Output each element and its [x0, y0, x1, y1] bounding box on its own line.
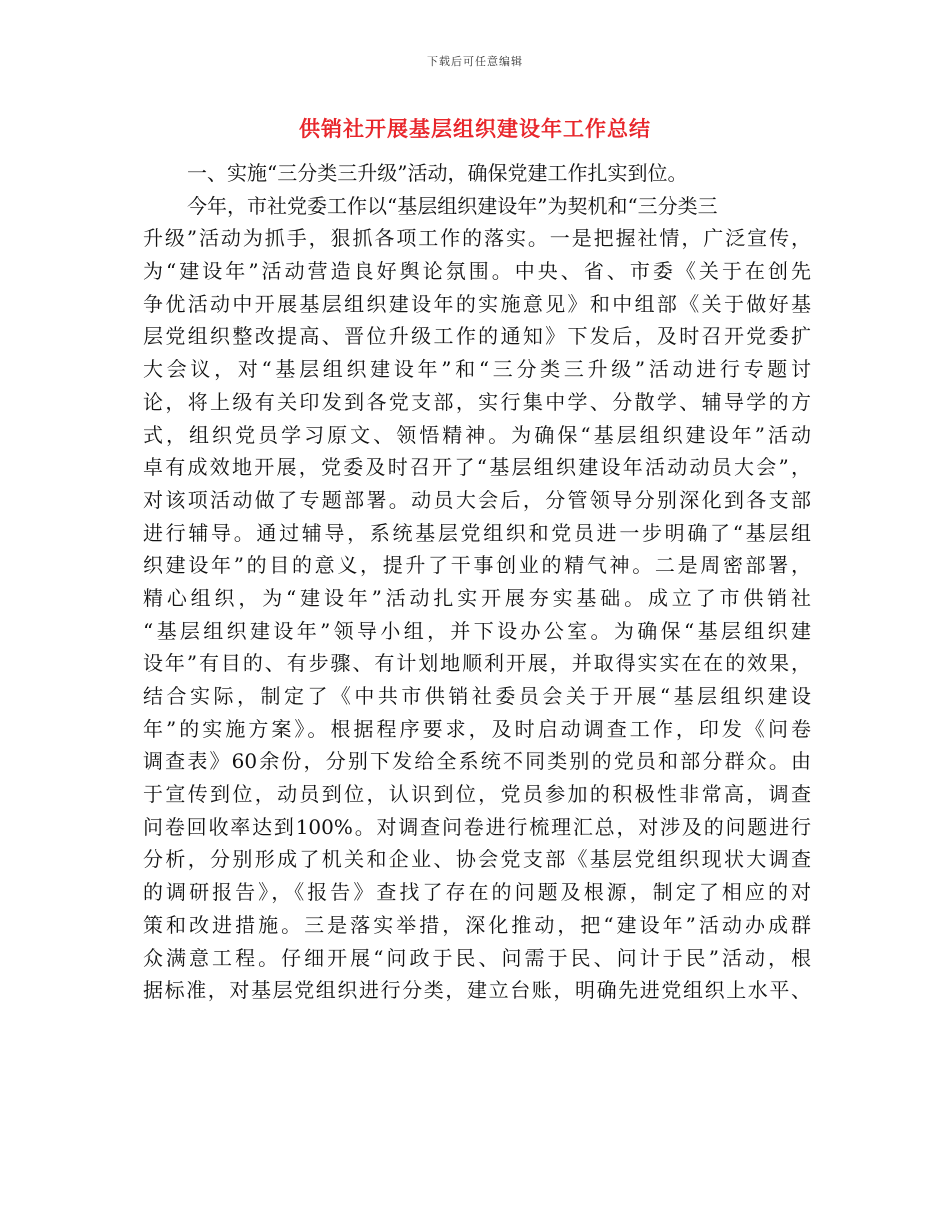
- body-line: 据标准，对基层党组织进行分类，建立台账，明确先进党组织上水平、: [143, 978, 811, 1003]
- body-line: 策和改进措施。三是落实举措，深化推动，把“建设年”活动办成群: [143, 912, 811, 937]
- body-line: 今年，市社党委工作以“基层组织建设年”为契机和“三分类三: [187, 193, 718, 218]
- body-line: 为“建设年”活动营造良好舆论氛围。中央、省、市委《关于在创先: [143, 259, 811, 284]
- body-line: 调查表》60余份，分别下发给全系统不同类别的党员和部分群众。由: [143, 749, 811, 774]
- body-line: 进行辅导。通过辅导，系统基层党组织和党员进一步明确了“基层组: [143, 520, 811, 545]
- body-line: 织建设年”的目的意义，提升了干事创业的精气神。二是周密部署，: [143, 553, 811, 578]
- body-line: 式，组织党员学习原文、领悟精神。为确保“基层组织建设年”活动: [143, 422, 811, 447]
- body-line: 层党组织整改提高、晋位升级工作的通知》下发后，及时召开党委扩: [143, 324, 811, 349]
- body-line: 的调研报告》，《报告》查找了存在的问题及根源，制定了相应的对: [143, 880, 811, 905]
- body-line: 精心组织，为“建设年”活动扎实开展夯实基础。成立了市供销社: [143, 585, 811, 610]
- body-line: 论，将上级有关印发到各党支部，实行集中学、分散学、辅导学的方: [143, 389, 811, 414]
- body-line: 众满意工程。仔细开展“问政于民、问需于民、问计于民”活动，根: [143, 945, 811, 970]
- document-body: [143, 157, 811, 1007]
- body-line: 设年”有目的、有步骤、有计划地顺利开展，并取得实实在在的效果，: [143, 651, 811, 676]
- header-note: 下载后可任意编辑: [427, 55, 523, 68]
- body-line: 结合实际，制定了《中共市供销社委员会关于开展“基层组织建设: [143, 684, 811, 708]
- document-title: 供销社开展基层组织建设年工作总结: [299, 116, 651, 141]
- body-line: 问卷回收率达到100%。对调查问卷进行梳理汇总，对涉及的问题进行: [143, 814, 811, 839]
- body-line: 卓有成效地开展，党委及时召开了“基层组织建设年活动动员大会”，: [143, 455, 811, 480]
- body-line: 升级”活动为抓手，狠抓各项工作的落实。一是把握社情，广泛宣传，: [143, 226, 811, 251]
- body-line: 对该项活动做了专题部署。动员大会后，分管领导分别深化到各支部: [143, 487, 811, 512]
- section-heading: 一、实施“三分类三升级”活动，确保党建工作扎实到位。: [187, 161, 688, 185]
- body-line: 分析，分别形成了机关和企业、协会党支部《基层党组织现状大调查: [143, 847, 811, 872]
- body-line: 年”的实施方案》。根据程序要求，及时启动调查工作，印发《问卷: [143, 716, 811, 741]
- body-line: 争优活动中开展基层组织建设年的实施意见》和中组部《关于做好基: [143, 291, 811, 316]
- body-line: 大会议，对“基层组织建设年”和“三分类三升级”活动进行专题讨: [143, 357, 811, 382]
- body-line: 于宣传到位，动员到位，认识到位，党员参加的积极性非常高，调查: [143, 782, 811, 807]
- body-line: “基层组织建设年”领导小组，并下设办公室。为确保“基层组织建: [143, 618, 811, 643]
